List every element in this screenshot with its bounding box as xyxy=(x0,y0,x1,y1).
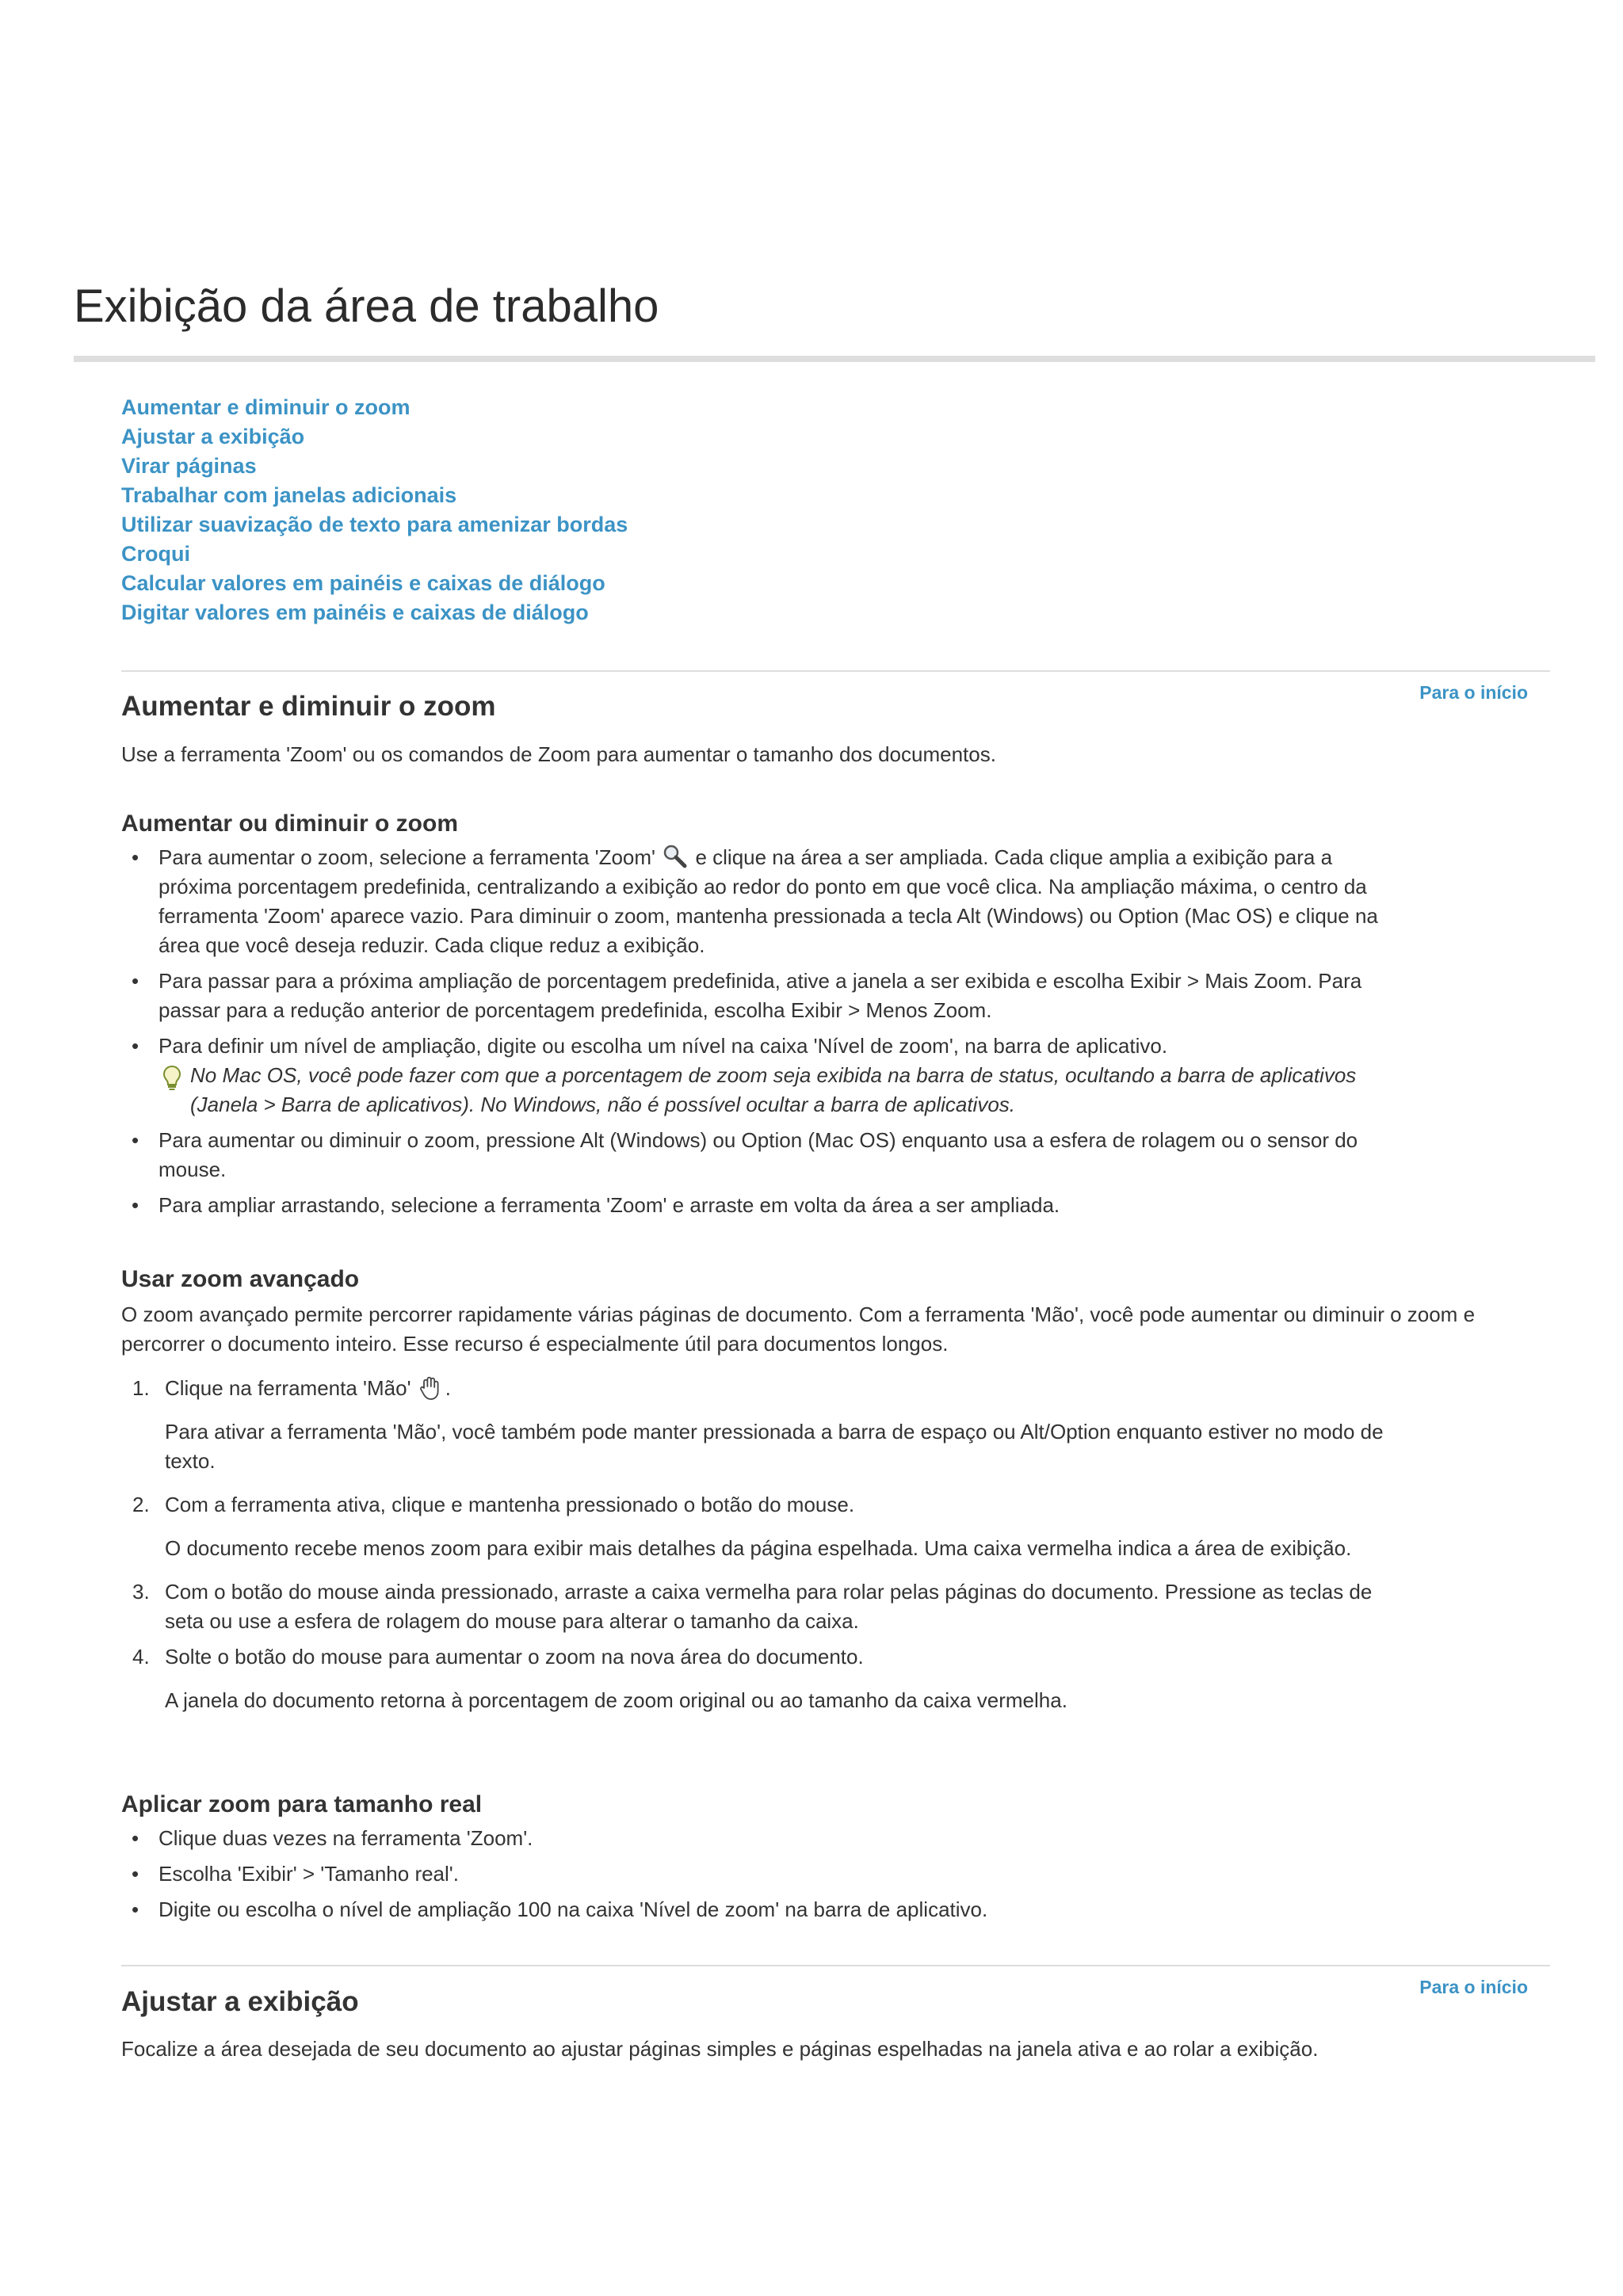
toc-item xyxy=(121,452,628,481)
section-divider xyxy=(121,670,1550,672)
toc-item xyxy=(121,393,628,422)
section-intro-fit: Focalize a área desejada de seu documento ao ajustar páginas simples e páginas espelhadas na janela ativa e ao rolar a exibição. xyxy=(121,2037,1319,2061)
toc-item xyxy=(121,481,628,510)
step-item xyxy=(121,1642,1405,1715)
section-heading-fit: Ajustar a exibição xyxy=(121,1986,359,2017)
list-item: • Digite ou escolha o nível de ampliação 100 na caixa 'Nível de zoom' na barra de aplicativo. xyxy=(121,1895,1405,1924)
toc-link-turn-pages[interactable]: Virar páginas xyxy=(121,454,257,478)
toc-link-calculate[interactable]: Calcular valores em painéis e caixas de diálogo xyxy=(121,571,605,595)
power-zoom-steps xyxy=(121,1374,1405,1730)
step-number: 3. xyxy=(132,1580,150,1604)
section-heading-zoom: Aumentar e diminuir o zoom xyxy=(121,691,496,722)
toc-link-greeking[interactable]: Croqui xyxy=(121,542,190,566)
list-item: • Clique duas vezes na ferramenta 'Zoom'. xyxy=(121,1824,1405,1853)
lightbulb-tip-icon xyxy=(158,1064,185,1091)
step-item xyxy=(121,1490,1405,1563)
step-detail: O documento recebe menos zoom para exibir mais detalhes da página espelhada. Uma caixa vermelha indica a área de exibição. xyxy=(165,1536,1352,1560)
step-text: Com a ferramenta ativa, clique e mantenha pressionado o botão do mouse. xyxy=(165,1493,855,1516)
step-text: Solte o botão do mouse para aumentar o zoom na nova área do documento. xyxy=(165,1645,864,1669)
back-to-top-link[interactable]: Para o início xyxy=(1419,682,1528,703)
toc-link-antialias[interactable]: Utilizar suavização de texto para amenizar bordas xyxy=(121,513,628,536)
toc-link-enter-values[interactable]: Digitar valores em painéis e caixas de diálogo xyxy=(121,601,589,624)
step-text: . xyxy=(445,1376,451,1400)
step-item xyxy=(121,1374,1405,1476)
zoom-tool-icon xyxy=(661,843,689,871)
power-zoom-intro: O zoom avançado permite percorrer rapidamente várias páginas de documento. Com a ferramenta 'Mão', você pode aumentar ou diminuir o zoom e percorrer o documento inteiro. Esse recurso é especialmente útil para documentos longos. xyxy=(121,1302,1476,1356)
list-item xyxy=(121,843,1405,960)
section-divider xyxy=(121,1965,1550,1966)
toc-item xyxy=(121,510,628,540)
step-item xyxy=(121,1577,1405,1636)
step-number: 1. xyxy=(132,1376,150,1400)
list-item: • Para passar para a próxima ampliação de porcentagem predefinida, ative a janela a ser exibida e escolha Exibir > Mais Zoom. Para passar para a redução anterior de porcentagem predefinida, escolha Exibir > Menos Zoom. xyxy=(121,967,1405,1025)
step-detail: Para ativar a ferramenta 'Mão', você também pode manter pressionada a barra de espaço ou Alt/Option enquanto estiver no modo de texto. xyxy=(165,1420,1384,1473)
subheading-zoom-in-out: Aumentar ou diminuir o zoom xyxy=(121,810,458,837)
toc-link-fit[interactable]: Ajustar a exibição xyxy=(121,425,305,448)
step-text: Clique na ferramenta 'Mão' xyxy=(165,1376,417,1400)
tip-note xyxy=(158,1061,1405,1119)
toc-link-zoom[interactable]: Aumentar e diminuir o zoom xyxy=(121,395,411,419)
subheading-power-zoom: Usar zoom avançado xyxy=(121,1266,360,1292)
bullet-text: Para aumentar o zoom, selecione a ferramenta 'Zoom' xyxy=(158,845,662,869)
step-text: Com o botão do mouse ainda pressionado, arraste a caixa vermelha para rolar pelas páginas do documento. Pressione as teclas de seta ou use a esfera de rolagem do mouse para alterar o tamanho da caixa. xyxy=(165,1580,1373,1633)
toc-item xyxy=(121,569,628,598)
section-intro-zoom: Use a ferramenta 'Zoom' ou os comandos de Zoom para aumentar o tamanho dos documentos. xyxy=(121,742,996,766)
step-detail: A janela do documento retorna à porcentagem de zoom original ou ao tamanho da caixa vermelha. xyxy=(165,1688,1067,1712)
toc-item xyxy=(121,540,628,569)
list-item: • Para ampliar arrastando, selecione a ferramenta 'Zoom' e arraste em volta da área a ser ampliada. xyxy=(121,1191,1405,1220)
actual-size-bullet-list xyxy=(121,1824,1405,1931)
tip-text: No Mac OS, você pode fazer com que a porcentagem de zoom seja exibida na barra de status, ocultando a barra de aplicativos (Janela > Barra de aplicativos). No Windows, não é possível ocultar a barra de aplicativos. xyxy=(190,1063,1357,1116)
list-item: • Para aumentar ou diminuir o zoom, pressione Alt (Windows) ou Option (Mac OS) enquanto usa a esfera de rolagem ou o sensor do mouse. xyxy=(121,1126,1405,1184)
page-title: Exibição da área de trabalho xyxy=(74,280,659,332)
step-number: 2. xyxy=(132,1493,150,1516)
zoom-bullet-list xyxy=(121,843,1405,1226)
list-item xyxy=(121,1032,1405,1119)
bullet-text: e clique na área a ser ampliada. Cada clique amplia a exibição para a próxima porcentagem predefinida, centralizando a exibição ao redor do ponto em que você clica. Na ampliação máxima, o centro da ferramenta 'Zoom' aparece vazio. Para diminuir o zoom, mantenha pressionada a tecla Alt (Windows) ou Option (Mac OS) e clique na área que você deseja reduzir. Cada clique reduz a exibição. xyxy=(158,845,1378,957)
hand-tool-icon xyxy=(417,1374,445,1402)
subheading-actual-size: Aplicar zoom para tamanho real xyxy=(121,1791,483,1817)
list-item: • Escolha 'Exibir' > 'Tamanho real'. xyxy=(121,1859,1405,1889)
step-number: 4. xyxy=(132,1645,150,1669)
toc-item xyxy=(121,598,628,627)
toc-item xyxy=(121,422,628,452)
toc-link-windows[interactable]: Trabalhar com janelas adicionais xyxy=(121,483,457,507)
bullet-text: Para definir um nível de ampliação, digite ou escolha um nível na caixa 'Nível de zoom', na barra de aplicativo. xyxy=(158,1034,1168,1058)
title-divider xyxy=(74,356,1595,362)
back-to-top-link[interactable]: Para o início xyxy=(1419,1977,1528,1997)
table-of-contents xyxy=(121,393,628,627)
